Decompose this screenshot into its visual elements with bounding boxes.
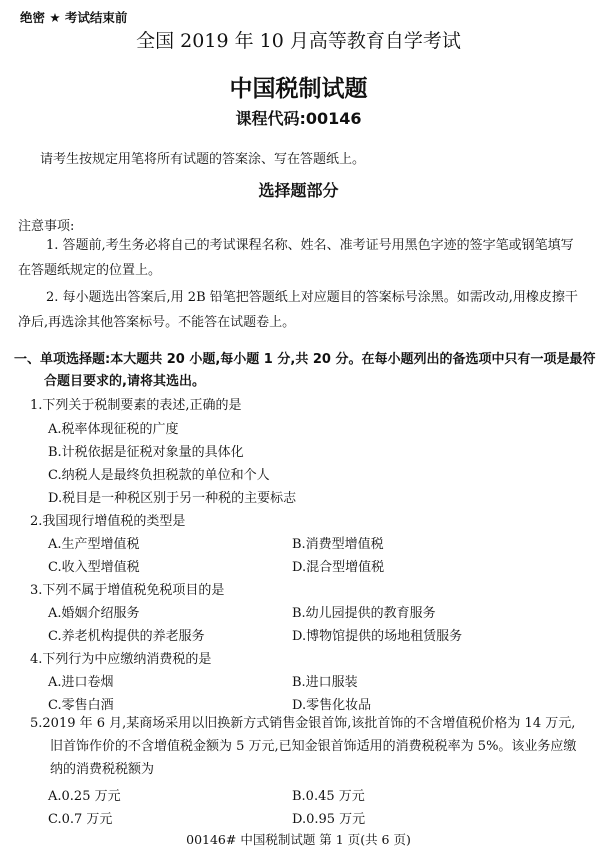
question-5-option-a: A.0.25 万元 [48,789,121,804]
question-4-option-a: A.进口卷烟 [48,675,114,690]
question-2-stem: 2.我国现行增值税的类型是 [30,514,186,529]
question-3-option-a: A.婚姻介绍服务 [48,606,140,621]
question-5-stem: 5.2019 年 6 月,某商场采用以旧换新方式销售金银首饰,该批首饰的不含增值税价格为 14 万元,旧首饰作价的不含增值税金额为 5 万元,已知金银首饰适用的消费税税率为 5%。该业务应缴纳的消费税税额为 [30,716,577,777]
question-3-option-c: C.养老机构提供的养老服务 [48,629,205,644]
part1-heading: 一、单项选择题:本大题共 20 小题,每小题 1 分,共 20 分。在每小题列出的备选项中只有一项是最符合题目要求的,请将其选出。 [14,352,596,389]
question-3-option-d: D.博物馆提供的场地租赁服务 [292,629,463,644]
question-3-stem: 3.下列不属于增值税免税项目的是 [30,583,225,598]
question-3-option-b: B.幼儿园提供的教育服务 [292,606,436,621]
page-footer: 00146# 中国税制试题 第 1 页(共 6 页) [186,832,411,847]
question-1-option-d: D.税目是一种税区别于另一种税的主要标志 [48,491,297,506]
section-title: 选择题部分 [258,181,339,200]
question-1-option-c: C.纳税人是最终负担税款的单位和个人 [48,468,270,483]
question-4-option-b: B.进口服装 [292,675,358,690]
question-4-option-c: C.零售白酒 [48,698,114,713]
subject-title: 中国税制试题 [229,76,368,102]
question-1-option-a: A.税率体现征税的广度 [48,422,179,437]
note-item-2: 2. 每小题选出答案后,用 2B 铅笔把答题纸上对应题目的答案标号涂黑。如需改动,用橡皮擦干净后,再选涂其他答案标号。不能答在试题卷上。 [18,290,578,330]
course-code: 课程代码:00146 [235,109,362,128]
question-4-stem: 4.下列行为中应缴纳消费税的是 [30,652,212,667]
question-1-option-b: B.计税依据是征税对象量的具体化 [48,445,244,460]
exam-title: 全国 2019 年 10 月高等教育自学考试 [136,30,461,52]
confidential-label: 绝密 ★ 考试结束前 [20,10,128,25]
question-5-option-d: D.0.95 万元 [292,812,366,827]
question-2-option-a: A.生产型增值税 [48,537,140,552]
question-5-option-b: B.0.45 万元 [292,789,365,804]
question-2-option-c: C.收入型增值税 [48,560,140,575]
question-2-option-d: D.混合型增值税 [292,560,385,575]
question-5-option-c: C.0.7 万元 [48,812,113,827]
notes-heading: 注意事项: [18,219,75,234]
question-1-stem: 1.下列关于税制要素的表述,正确的是 [30,398,242,413]
answer-instruction: 请考生按规定用笔将所有试题的答案涂、写在答题纸上。 [40,152,366,167]
note-item-1: 1. 答题前,考生务必将自己的考试课程名称、姓名、准考证号用黑色字迹的签字笔或钢笔填写在答题纸规定的位置上。 [18,238,574,278]
question-4-option-d: D.零售化妆品 [292,698,372,713]
question-2-option-b: B.消费型增值税 [292,537,384,552]
